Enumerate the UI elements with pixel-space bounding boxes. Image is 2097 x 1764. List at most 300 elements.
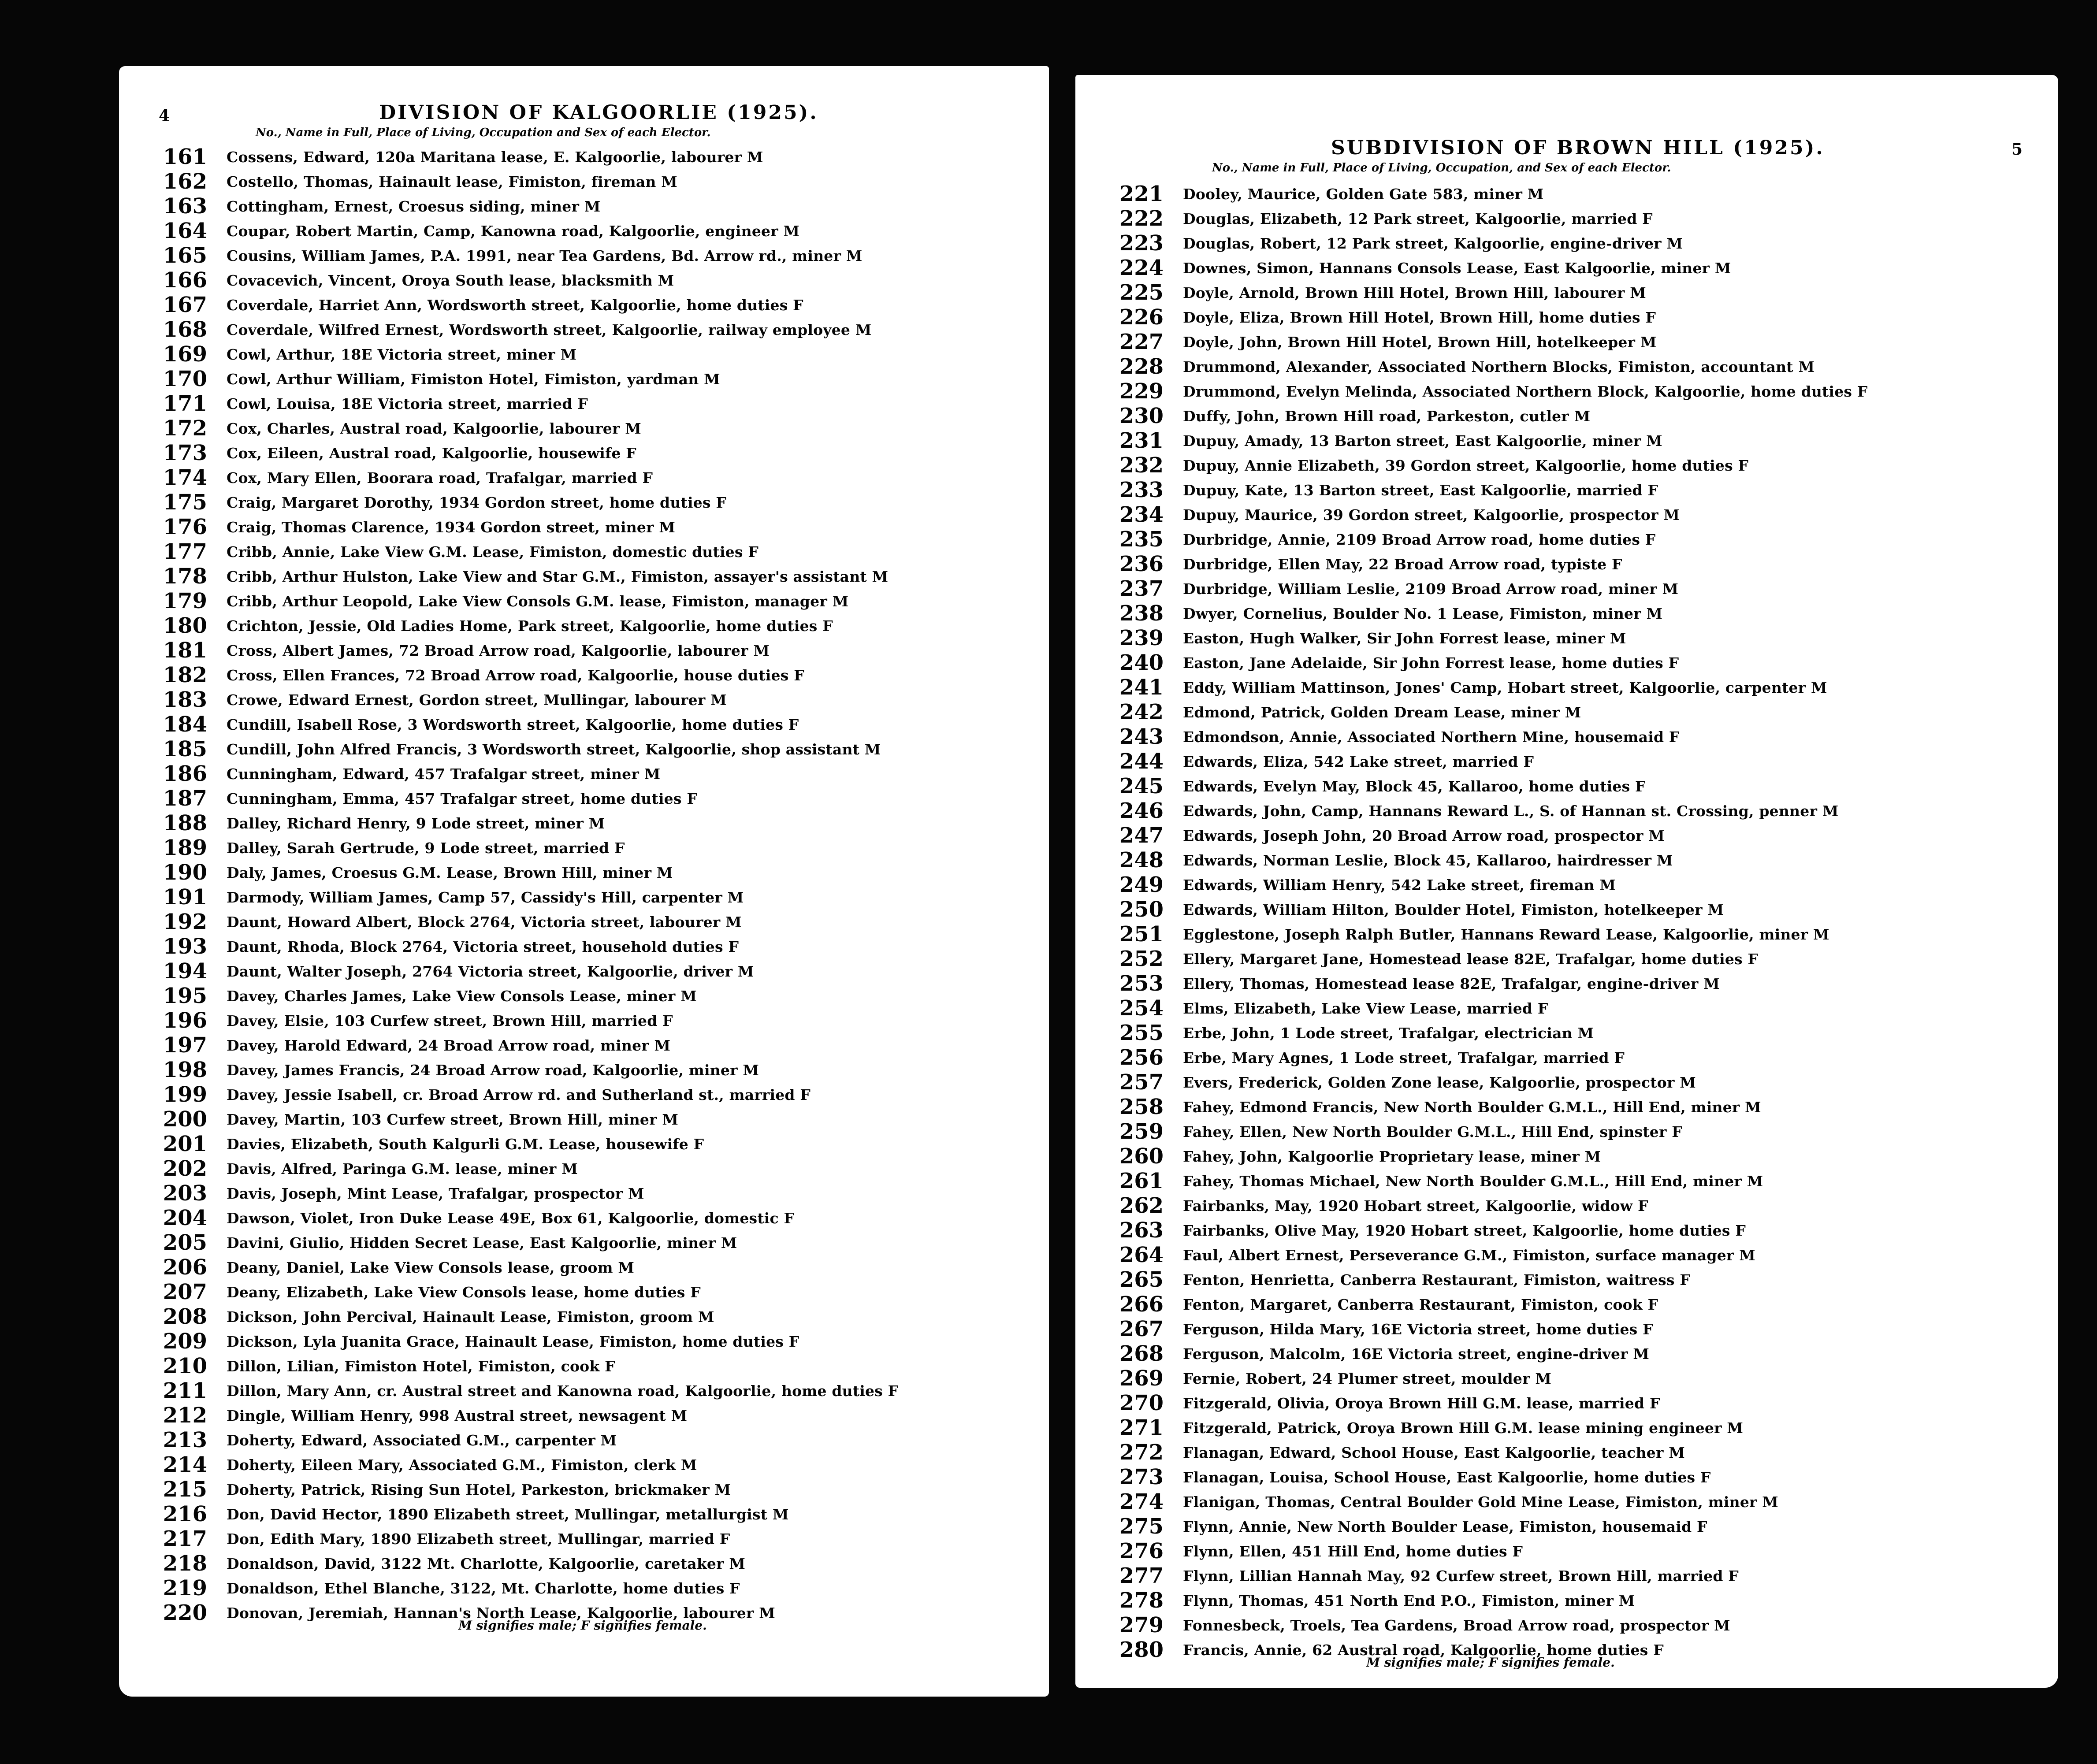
list-item: [132, 539, 898, 564]
list-item: [132, 490, 898, 515]
list-item: [1089, 1440, 1868, 1465]
elector-details: Cossens, Edward, 120a Maritana lease, E. Kalgoorlie, labourer M: [227, 148, 763, 166]
elector-details: Fairbanks, Olive May, 1920 Hobart street, Kalgoorlie, home duties F: [1183, 1222, 1746, 1239]
footnote: M signifies male; F signifies female.: [1366, 1655, 1615, 1670]
elector-number: 255: [1119, 1021, 1164, 1045]
list-item: [132, 1378, 898, 1403]
list-item: [132, 293, 898, 317]
list-item: [132, 416, 898, 441]
list-item: [1089, 1218, 1868, 1243]
elector-number: 274: [1119, 1489, 1164, 1514]
list-item: [1089, 848, 1868, 873]
elector-number: 265: [1119, 1267, 1164, 1292]
elector-details: Davini, Giulio, Hidden Secret Lease, East Kalgoorlie, miner M: [227, 1234, 737, 1252]
list-item: [1089, 1613, 1868, 1638]
elector-number: 235: [1119, 527, 1164, 552]
list-item: [132, 342, 898, 367]
elector-details: Davey, Elsie, 103 Curfew street, Brown Hill, married F: [227, 1012, 673, 1029]
elector-number: 172: [163, 416, 207, 441]
elector-number: 189: [163, 836, 207, 860]
elector-details: Cowl, Arthur, 18E Victoria street, miner M: [227, 345, 577, 363]
elector-details: Dalley, Richard Henry, 9 Lode street, miner M: [227, 814, 605, 832]
elector-number: 266: [1119, 1292, 1164, 1317]
list-item: [132, 1526, 898, 1551]
elector-number: 187: [163, 786, 207, 811]
elector-number: 175: [163, 490, 207, 515]
elector-details: Flynn, Thomas, 451 North End P.O., Fimiston, miner M: [1183, 1592, 1635, 1609]
list-item: [1089, 527, 1868, 552]
list-item: [132, 268, 898, 293]
list-item: [1089, 1169, 1868, 1193]
elector-details: Dupuy, Amady, 13 Barton street, East Kalgoorlie, miner M: [1183, 432, 1662, 449]
list-item: [1089, 182, 1868, 206]
elector-number: 260: [1119, 1144, 1164, 1169]
elector-number: 198: [163, 1058, 207, 1082]
elector-number: 193: [163, 934, 207, 959]
elector-number: 232: [1119, 453, 1164, 478]
list-item: [132, 317, 898, 342]
list-item: [132, 243, 898, 268]
elector-number: 186: [163, 761, 207, 786]
elector-details: Fenton, Henrietta, Canberra Restaurant, Fimiston, waitress F: [1183, 1271, 1690, 1289]
list-item: [132, 1576, 898, 1601]
list-item: [132, 663, 898, 687]
elector-number: 234: [1119, 502, 1164, 527]
elector-number: 169: [163, 342, 207, 367]
list-item: [132, 811, 898, 836]
list-item: [1089, 749, 1868, 774]
elector-number: 213: [163, 1428, 207, 1452]
elector-details: Dupuy, Kate, 13 Barton street, East Kalgoorlie, married F: [1183, 481, 1658, 499]
elector-number: 256: [1119, 1045, 1164, 1070]
elector-number: 227: [1119, 330, 1164, 354]
elector-number: 214: [163, 1452, 207, 1477]
list-item: [132, 219, 898, 243]
elector-details: Cowl, Arthur William, Fimiston Hotel, Fimiston, yardman M: [227, 370, 720, 388]
footnote: M signifies male; F signifies female.: [458, 1618, 707, 1633]
elector-details: Flanagan, Edward, School House, East Kalgoorlie, teacher M: [1183, 1444, 1685, 1461]
list-item: [132, 1280, 898, 1304]
elector-details: Coverdale, Harriet Ann, Wordsworth street, Kalgoorlie, home duties F: [227, 296, 803, 314]
elector-details: Drummond, Evelyn Melinda, Associated Northern Block, Kalgoorlie, home duties F: [1183, 383, 1868, 400]
elector-number: 182: [163, 663, 207, 687]
elector-details: Faul, Albert Ernest, Perseverance G.M., Fimiston, surface manager M: [1183, 1246, 1755, 1264]
elector-details: Craig, Thomas Clarence, 1934 Gordon street, miner M: [227, 518, 676, 536]
elector-number: 269: [1119, 1366, 1164, 1391]
elector-number: 228: [1119, 354, 1164, 379]
elector-details: Daunt, Rhoda, Block 2764, Victoria street, household duties F: [227, 938, 739, 955]
elector-number: 216: [163, 1502, 207, 1526]
elector-details: Edwards, John, Camp, Hannans Reward L., S. of Hannan st. Crossing, penner M: [1183, 802, 1839, 820]
list-item: [1089, 576, 1868, 601]
elector-details: Cundill, John Alfred Francis, 3 Wordsworth street, Kalgoorlie, shop assistant M: [227, 740, 881, 758]
elector-details: Ferguson, Malcolm, 16E Victoria street, engine-driver M: [1183, 1345, 1650, 1363]
elector-details: Daly, James, Croesus G.M. Lease, Brown Hill, miner M: [227, 864, 673, 881]
page-title: SUBDIVISION OF BROWN HILL (1925).: [1331, 137, 1825, 159]
elector-number: 170: [163, 367, 207, 391]
elector-details: Dalley, Sarah Gertrude, 9 Lode street, married F: [227, 839, 625, 857]
list-item: [1089, 1489, 1868, 1514]
elector-number: 206: [163, 1255, 207, 1280]
elector-details: Fitzgerald, Patrick, Oroya Brown Hill G.M. lease mining engineer M: [1183, 1419, 1744, 1437]
elector-number: 261: [1119, 1169, 1164, 1193]
elector-number: 241: [1119, 675, 1164, 700]
elector-number: 252: [1119, 947, 1164, 971]
elector-number: 201: [163, 1132, 207, 1156]
elector-details: Eddy, William Mattinson, Jones' Camp, Hobart street, Kalgoorlie, carpenter M: [1183, 679, 1827, 696]
elector-list: [132, 145, 898, 1625]
page-title: DIVISION OF KALGOORLIE (1925).: [379, 101, 818, 124]
elector-details: Davis, Alfred, Paringa G.M. lease, miner M: [227, 1160, 578, 1177]
elector-details: Douglas, Robert, 12 Park street, Kalgoorlie, engine-driver M: [1183, 234, 1683, 252]
elector-number: 210: [163, 1354, 207, 1378]
elector-details: Fahey, Edmond Francis, New North Boulder G.M.L., Hill End, miner M: [1183, 1098, 1761, 1116]
elector-details: Fernie, Robert, 24 Plumer street, moulder M: [1183, 1370, 1552, 1387]
elector-details: Durbridge, Annie, 2109 Broad Arrow road, home duties F: [1183, 531, 1656, 548]
elector-details: Donaldson, Ethel Blanche, 3122, Mt. Charlotte, home duties F: [227, 1579, 740, 1597]
list-item: [132, 391, 898, 416]
list-item: [1089, 231, 1868, 256]
list-item: [1089, 1144, 1868, 1169]
elector-details: Edwards, William Hilton, Boulder Hotel, Fimiston, hotelkeeper M: [1183, 901, 1724, 918]
list-item: [132, 1082, 898, 1107]
list-item: [132, 1304, 898, 1329]
elector-details: Edwards, Eliza, 542 Lake street, married F: [1183, 753, 1534, 770]
elector-number: 183: [163, 687, 207, 712]
elector-details: Davey, James Francis, 24 Broad Arrow road, Kalgoorlie, miner M: [227, 1061, 759, 1079]
elector-number: 191: [163, 885, 207, 910]
elector-number: 243: [1119, 724, 1164, 749]
elector-number: 257: [1119, 1070, 1164, 1095]
elector-number: 237: [1119, 576, 1164, 601]
list-item: [1089, 305, 1868, 330]
elector-details: Cross, Albert James, 72 Broad Arrow road, Kalgoorlie, labourer M: [227, 642, 770, 659]
elector-number: 221: [1119, 182, 1164, 206]
elector-number: 179: [163, 589, 207, 613]
list-item: [132, 885, 898, 910]
list-item: [1089, 1341, 1868, 1366]
list-item: [132, 786, 898, 811]
elector-details: Ferguson, Hilda Mary, 16E Victoria street, home duties F: [1183, 1320, 1653, 1338]
elector-details: Coupar, Robert Martin, Camp, Kanowna road, Kalgoorlie, engineer M: [227, 222, 800, 240]
elector-number: 165: [163, 243, 207, 268]
elector-number: 180: [163, 613, 207, 638]
elector-details: Drummond, Alexander, Associated Northern Blocks, Fimiston, accountant M: [1183, 358, 1815, 375]
elector-details: Doherty, Eileen Mary, Associated G.M., Fimiston, clerk M: [227, 1456, 697, 1474]
list-item: [1089, 404, 1868, 428]
elector-number: 192: [163, 910, 207, 934]
elector-number: 184: [163, 712, 207, 737]
list-item: [1089, 798, 1868, 823]
list-item: [1089, 1317, 1868, 1341]
elector-number: 185: [163, 737, 207, 761]
list-item: [1089, 1095, 1868, 1119]
list-item: [1089, 724, 1868, 749]
elector-number: 167: [163, 293, 207, 317]
elector-details: Dupuy, Annie Elizabeth, 39 Gordon street, Kalgoorlie, home duties F: [1183, 457, 1749, 474]
elector-number: 253: [1119, 971, 1164, 996]
elector-details: Davis, Joseph, Mint Lease, Trafalgar, prospector M: [227, 1185, 644, 1202]
elector-number: 218: [163, 1551, 207, 1576]
list-item: [1089, 1292, 1868, 1317]
elector-details: Dooley, Maurice, Golden Gate 583, miner M: [1183, 185, 1544, 203]
elector-details: Fahey, John, Kalgoorlie Proprietary lease, miner M: [1183, 1148, 1601, 1165]
list-item: [1089, 1588, 1868, 1613]
list-item: [1089, 1021, 1868, 1045]
elector-number: 205: [163, 1230, 207, 1255]
elector-details: Dawson, Violet, Iron Duke Lease 49E, Box 61, Kalgoorlie, domestic F: [227, 1209, 795, 1227]
elector-details: Flynn, Lillian Hannah May, 92 Curfew street, Brown Hill, married F: [1183, 1567, 1739, 1585]
elector-details: Daunt, Walter Joseph, 2764 Victoria street, Kalgoorlie, driver M: [227, 962, 754, 980]
elector-details: Cundill, Isabell Rose, 3 Wordsworth street, Kalgoorlie, home duties F: [227, 716, 799, 733]
elector-number: 263: [1119, 1218, 1164, 1243]
elector-details: Fenton, Margaret, Canberra Restaurant, Fimiston, cook F: [1183, 1296, 1658, 1313]
elector-details: Edwards, Norman Leslie, Block 45, Kallaroo, hairdresser M: [1183, 851, 1673, 869]
elector-details: Easton, Hugh Walker, Sir John Forrest lease, miner M: [1183, 629, 1626, 647]
list-item: [132, 1033, 898, 1058]
list-item: [132, 1058, 898, 1082]
elector-number: 246: [1119, 798, 1164, 823]
elector-number: 174: [163, 465, 207, 490]
list-item: [132, 589, 898, 613]
elector-details: Flynn, Ellen, 451 Hill End, home duties F: [1183, 1542, 1523, 1560]
elector-number: 267: [1119, 1317, 1164, 1341]
elector-number: 207: [163, 1280, 207, 1304]
elector-number: 247: [1119, 823, 1164, 848]
elector-number: 251: [1119, 922, 1164, 947]
elector-number: 203: [163, 1181, 207, 1206]
list-item: [1089, 478, 1868, 502]
elector-number: 220: [163, 1601, 207, 1625]
elector-details: Davey, Harold Edward, 24 Broad Arrow road, miner M: [227, 1036, 671, 1054]
elector-number: 173: [163, 441, 207, 465]
elector-details: Don, David Hector, 1890 Elizabeth street, Mullingar, metallurgist M: [227, 1505, 789, 1523]
elector-number: 270: [1119, 1391, 1164, 1415]
elector-number: 280: [1119, 1638, 1164, 1662]
elector-details: Donaldson, David, 3122 Mt. Charlotte, Kalgoorlie, caretaker M: [227, 1555, 746, 1572]
elector-details: Dwyer, Cornelius, Boulder No. 1 Lease, Fimiston, miner M: [1183, 605, 1663, 622]
elector-details: Edmond, Patrick, Golden Dream Lease, miner M: [1183, 703, 1581, 721]
elector-details: Fahey, Thomas Michael, New North Boulder G.M.L., Hill End, miner M: [1183, 1172, 1763, 1190]
elector-details: Cox, Charles, Austral road, Kalgoorlie, labourer M: [227, 420, 641, 437]
list-item: [132, 367, 898, 391]
elector-details: Ellery, Margaret Jane, Homestead lease 82E, Trafalgar, home duties F: [1183, 950, 1759, 968]
elector-number: 181: [163, 638, 207, 663]
list-item: [1089, 774, 1868, 798]
list-item: [1089, 1193, 1868, 1218]
elector-number: 209: [163, 1329, 207, 1354]
elector-number: 240: [1119, 650, 1164, 675]
elector-details: Flanigan, Thomas, Central Boulder Gold Mine Lease, Fimiston, miner M: [1183, 1493, 1779, 1511]
right-page: [1075, 75, 2058, 1688]
list-item: [1089, 897, 1868, 922]
elector-details: Don, Edith Mary, 1890 Elizabeth street, Mullingar, married F: [227, 1530, 730, 1548]
list-item: [132, 194, 898, 219]
list-item: [132, 441, 898, 465]
elector-details: Egglestone, Joseph Ralph Butler, Hannans Reward Lease, Kalgoorlie, miner M: [1183, 925, 1829, 943]
elector-number: 250: [1119, 897, 1164, 922]
list-item: [1089, 354, 1868, 379]
list-item: [1089, 700, 1868, 724]
elector-details: Doherty, Patrick, Rising Sun Hotel, Parkeston, brickmaker M: [227, 1481, 731, 1498]
elector-number: 177: [163, 539, 207, 564]
list-item: [132, 169, 898, 194]
elector-number: 242: [1119, 700, 1164, 724]
elector-number: 212: [163, 1403, 207, 1428]
list-item: [1089, 873, 1868, 897]
elector-details: Cribb, Annie, Lake View G.M. Lease, Fimiston, domestic duties F: [227, 543, 759, 561]
elector-details: Cox, Eileen, Austral road, Kalgoorlie, housewife F: [227, 444, 636, 462]
list-item: [1089, 922, 1868, 947]
elector-details: Daunt, Howard Albert, Block 2764, Victoria street, labourer M: [227, 913, 742, 931]
elector-details: Cunningham, Emma, 457 Trafalgar street, home duties F: [227, 790, 697, 807]
elector-number: 190: [163, 860, 207, 885]
elector-details: Cunningham, Edward, 457 Trafalgar street, miner M: [227, 765, 661, 783]
elector-number: 196: [163, 1008, 207, 1033]
elector-details: Crichton, Jessie, Old Ladies Home, Park street, Kalgoorlie, home duties F: [227, 617, 833, 635]
elector-number: 238: [1119, 601, 1164, 626]
list-item: [132, 145, 898, 169]
list-item: [1089, 428, 1868, 453]
elector-number: 188: [163, 811, 207, 836]
elector-details: Evers, Frederick, Golden Zone lease, Kalgoorlie, prospector M: [1183, 1073, 1696, 1091]
elector-number: 268: [1119, 1341, 1164, 1366]
elector-number: 272: [1119, 1440, 1164, 1465]
list-item: [1089, 1514, 1868, 1539]
list-item: [132, 1156, 898, 1181]
list-item: [132, 1477, 898, 1502]
list-item: [132, 761, 898, 786]
column-heading: No., Name in Full, Place of Living, Occupation and Sex of each Elector.: [256, 126, 711, 139]
elector-details: Davies, Elizabeth, South Kalgurli G.M. Lease, housewife F: [227, 1135, 704, 1153]
elector-details: Edmondson, Annie, Associated Northern Mine, housemaid F: [1183, 728, 1680, 746]
list-item: [132, 564, 898, 589]
list-item: [1089, 330, 1868, 354]
elector-number: 178: [163, 564, 207, 589]
list-item: [132, 687, 898, 712]
elector-number: 217: [163, 1526, 207, 1551]
elector-details: Cox, Mary Ellen, Boorara road, Trafalgar, married F: [227, 469, 653, 486]
elector-number: 278: [1119, 1588, 1164, 1613]
elector-number: 248: [1119, 848, 1164, 873]
elector-number: 264: [1119, 1243, 1164, 1267]
list-item: [1089, 379, 1868, 404]
page-number: 5: [2011, 140, 2023, 159]
elector-number: 230: [1119, 404, 1164, 428]
elector-number: 275: [1119, 1514, 1164, 1539]
elector-number: 279: [1119, 1613, 1164, 1638]
list-item: [1089, 626, 1868, 650]
elector-details: Dickson, John Percival, Hainault Lease, Fimiston, groom M: [227, 1308, 714, 1326]
elector-details: Ellery, Thomas, Homestead lease 82E, Trafalgar, engine-driver M: [1183, 975, 1720, 992]
list-item: [132, 1181, 898, 1206]
list-item: [1089, 453, 1868, 478]
elector-number: 199: [163, 1082, 207, 1107]
list-item: [132, 1354, 898, 1378]
list-item: [132, 1230, 898, 1255]
elector-number: 259: [1119, 1119, 1164, 1144]
list-item: [1089, 601, 1868, 626]
elector-details: Cross, Ellen Frances, 72 Broad Arrow road, Kalgoorlie, house duties F: [227, 666, 804, 684]
elector-number: 277: [1119, 1563, 1164, 1588]
elector-details: Cowl, Louisa, 18E Victoria street, married F: [227, 395, 588, 412]
elector-number: 245: [1119, 774, 1164, 798]
elector-number: 229: [1119, 379, 1164, 404]
elector-details: Duffy, John, Brown Hill road, Parkeston, cutler M: [1183, 407, 1591, 425]
elector-number: 244: [1119, 749, 1164, 774]
elector-number: 202: [163, 1156, 207, 1181]
elector-details: Edwards, William Henry, 542 Lake street, fireman M: [1183, 876, 1616, 894]
list-item: [1089, 971, 1868, 996]
elector-number: 215: [163, 1477, 207, 1502]
elector-details: Crowe, Edward Ernest, Gordon street, Mullingar, labourer M: [227, 691, 727, 709]
list-item: [1089, 1119, 1868, 1144]
list-item: [1089, 1267, 1868, 1292]
elector-details: Donovan, Jeremiah, Hannan's North Lease, Kalgoorlie, labourer M: [227, 1604, 775, 1622]
list-item: [1089, 1366, 1868, 1391]
elector-number: 171: [163, 391, 207, 416]
elector-details: Fitzgerald, Olivia, Oroya Brown Hill G.M. lease, married F: [1183, 1394, 1660, 1412]
list-item: [132, 1107, 898, 1132]
list-item: [132, 1403, 898, 1428]
list-item: [1089, 1045, 1868, 1070]
elector-number: 225: [1119, 280, 1164, 305]
elector-number: 164: [163, 219, 207, 243]
list-item: [1089, 502, 1868, 527]
elector-details: Edwards, Evelyn May, Block 45, Kallaroo, home duties F: [1183, 777, 1646, 795]
list-item: [1089, 675, 1868, 700]
elector-details: Deany, Daniel, Lake View Consols lease, groom M: [227, 1259, 635, 1276]
list-item: [1089, 1243, 1868, 1267]
elector-details: Dingle, William Henry, 998 Austral street, newsagent M: [227, 1407, 688, 1424]
elector-number: 273: [1119, 1465, 1164, 1489]
elector-details: Downes, Simon, Hannans Consols Lease, East Kalgoorlie, miner M: [1183, 259, 1731, 277]
list-item: [132, 712, 898, 737]
elector-number: 166: [163, 268, 207, 293]
list-item: [1089, 823, 1868, 848]
column-heading: No., Name in Full, Place of Living, Occupation, and Sex of each Elector.: [1212, 161, 1671, 175]
list-item: [1089, 996, 1868, 1021]
list-item: [132, 1206, 898, 1230]
elector-details: Francis, Annie, 62 Austral road, Kalgoorlie, home duties F: [1183, 1641, 1664, 1659]
list-item: [1089, 206, 1868, 231]
elector-number: 271: [1119, 1415, 1164, 1440]
elector-number: 262: [1119, 1193, 1164, 1218]
list-item: [132, 1255, 898, 1280]
page-number: 4: [159, 107, 171, 125]
elector-number: 226: [1119, 305, 1164, 330]
elector-details: Dillon, Mary Ann, cr. Austral street and Kanowna road, Kalgoorlie, home duties F: [227, 1382, 899, 1400]
elector-number: 194: [163, 959, 207, 984]
elector-number: 162: [163, 169, 207, 194]
elector-details: Doyle, Eliza, Brown Hill Hotel, Brown Hill, home duties F: [1183, 308, 1656, 326]
list-item: [132, 910, 898, 934]
elector-number: 197: [163, 1033, 207, 1058]
elector-number: 161: [163, 145, 207, 169]
elector-details: Covacevich, Vincent, Oroya South lease, blacksmith M: [227, 271, 674, 289]
elector-number: 195: [163, 984, 207, 1008]
list-item: [132, 1502, 898, 1526]
elector-details: Doherty, Edward, Associated G.M., carpenter M: [227, 1431, 617, 1449]
elector-details: Darmody, William James, Camp 57, Cassidy's Hill, carpenter M: [227, 888, 744, 906]
elector-details: Easton, Jane Adelaide, Sir John Forrest lease, home duties F: [1183, 654, 1679, 672]
elector-details: Cottingham, Ernest, Croesus siding, miner M: [227, 197, 601, 215]
list-item: [132, 737, 898, 761]
list-item: [132, 934, 898, 959]
elector-details: Costello, Thomas, Hainault lease, Fimiston, fireman M: [227, 173, 678, 190]
elector-number: 224: [1119, 256, 1164, 280]
list-item: [1089, 1070, 1868, 1095]
